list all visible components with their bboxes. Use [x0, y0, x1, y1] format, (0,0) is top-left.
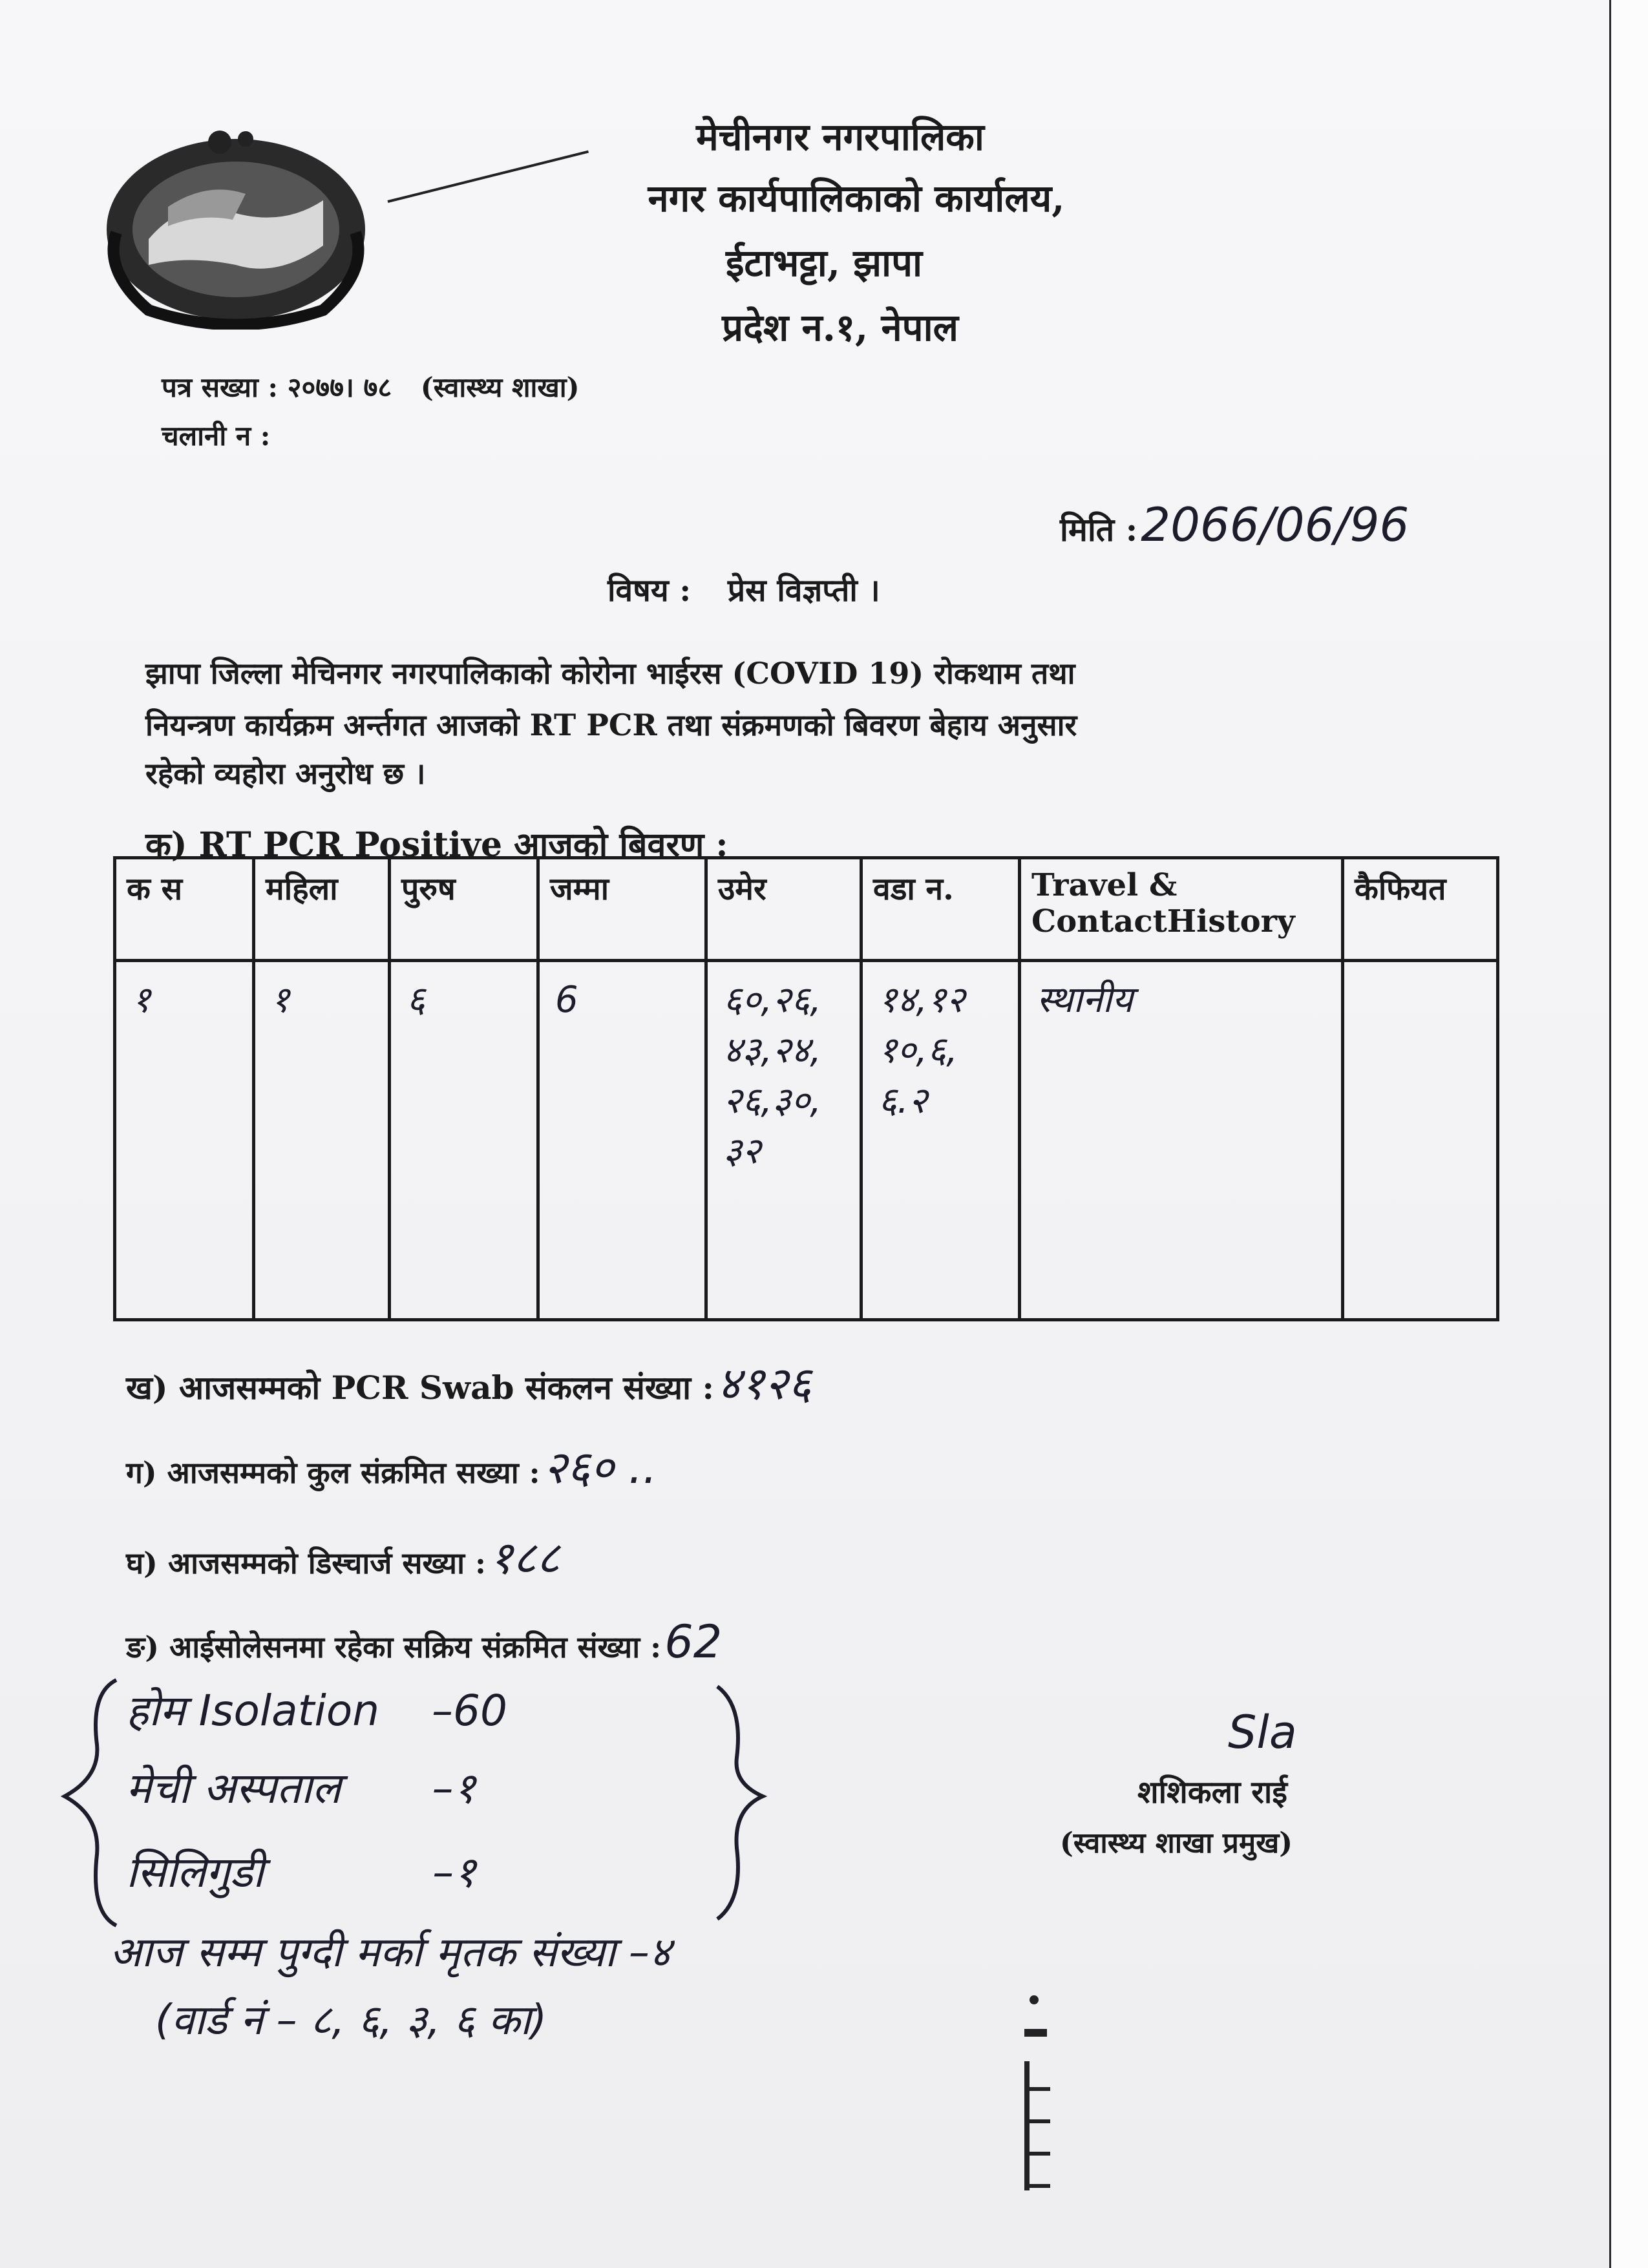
- col-header-serial: क स: [115, 858, 254, 961]
- patra-section: (स्वास्थ्य शाखा): [420, 372, 580, 403]
- signature-mark: Sla: [1228, 1706, 1297, 1759]
- stat-value: २६० ..: [543, 1441, 657, 1494]
- col-header-remarks: कैफियत: [1343, 858, 1498, 961]
- chalani-label: चलानी न :: [162, 420, 271, 452]
- death-note-line-2: (वार्ड नं – ८, ६, ३, ६ का): [155, 1997, 547, 2044]
- col-header-male: पुरुष: [390, 858, 538, 961]
- note-value: –१: [432, 1847, 476, 1897]
- cell-travel-contact: स्थानीय: [1020, 961, 1343, 1320]
- age-line: ३२: [723, 1130, 761, 1172]
- cell-serial: १: [115, 961, 254, 1320]
- stat-active-isolation: [126, 1615, 722, 1668]
- stat-value: 62: [664, 1615, 723, 1668]
- stat-swab-count: [126, 1350, 812, 1412]
- table-header-row: [115, 858, 1498, 961]
- patra-label: पत्र सख्या : २०७७। ७८: [162, 372, 392, 403]
- table-row: [115, 961, 1498, 1320]
- page-edge: [1609, 0, 1648, 2268]
- ward-line: १४,१२: [878, 979, 966, 1021]
- stat-label: ग) आजसम्मको कुल संक्रमित सख्या :: [126, 1455, 540, 1490]
- stat-label: घ) आजसम्मको डिस्चार्ज सख्या :: [126, 1546, 487, 1580]
- letterhead-line-1: मेचीनगर नगरपालिका: [696, 115, 984, 159]
- signatory-title: (स्वास्थ्य शाखा प्रमुख): [1060, 1827, 1293, 1860]
- ward-line: ६.२: [878, 1080, 928, 1122]
- date-line: [1060, 498, 1409, 552]
- date-label: मिति :: [1060, 510, 1138, 549]
- intro-line-1: झापा जिल्ला मेचिनगर नगरपालिकाको कोरोना भाईरस (COVID 19) रोकथाम तथा: [145, 656, 1075, 691]
- death-note-line-1: आज सम्म पुग्दी मर्का मृतक संख्या –४: [110, 1929, 671, 1977]
- col-header-total: जम्मा: [538, 858, 706, 961]
- cell-female: १: [254, 961, 390, 1320]
- stat-total-infected: [126, 1434, 657, 1496]
- intro-line-2: नियन्त्रण कार्यक्रम अर्न्तगत आजको RT PCR तथा संक्रमणको बिवरण बेहाय अनुसार: [145, 708, 1077, 742]
- ward-line: १०,६,: [878, 1029, 958, 1071]
- note-value: –60: [432, 1686, 507, 1736]
- note-value: –१: [432, 1763, 476, 1813]
- signatory-name: शशिकला राई: [1137, 1774, 1287, 1811]
- subject-label: विषय :: [607, 572, 692, 609]
- date-value: 2066/06/96: [1141, 498, 1410, 552]
- cell-wards: [861, 961, 1020, 1320]
- col-header-female: महिला: [254, 858, 390, 961]
- patra-number: [162, 368, 580, 405]
- subject-line: [607, 569, 880, 611]
- age-line: ४३,२४,: [723, 1029, 822, 1071]
- cell-remarks: [1343, 961, 1498, 1320]
- col-header-age: उमेर: [706, 858, 861, 961]
- section-k-heading: क) RT PCR Positive आजको बिवरण :: [145, 825, 728, 865]
- cell-total: 6: [538, 961, 706, 1320]
- stat-label: ख) आजसम्मको PCR Swab संकलन संख्या :: [126, 1369, 714, 1407]
- isolation-note-mechi-hospital: [126, 1758, 476, 1816]
- age-line: २६,३०,: [723, 1080, 822, 1122]
- intro-line-3: रहेको व्यहोरा अनुरोध छ ।: [145, 756, 426, 791]
- stat-value: १८८: [489, 1531, 560, 1584]
- government-emblem: [90, 116, 381, 330]
- cell-ages: [706, 961, 861, 1320]
- stat-value: ४१२६: [717, 1357, 812, 1410]
- col-header-travel-contact: Travel & ContactHistory: [1020, 858, 1343, 961]
- stat-discharged: [126, 1525, 560, 1587]
- letterhead-line-4: प्रदेश न.१, नेपाल: [722, 306, 958, 350]
- cell-male: ६: [390, 961, 538, 1320]
- note-label: होम Isolation: [126, 1686, 380, 1736]
- stat-label: ङ) आईसोलेसनमा रहेका सक्रिय संक्रमित संख्या :: [126, 1630, 662, 1664]
- note-label: सिलिगुडी: [126, 1847, 264, 1897]
- staple-marks: [1018, 1990, 1070, 2197]
- letterhead-line-2: नगर कार्यपालिकाको कार्यालय,: [648, 176, 1065, 220]
- col-header-ward: वडा न.: [861, 858, 1020, 961]
- letterhead-line-3: ईटाभट्टा, झापा: [725, 241, 923, 285]
- isolation-note-siliguri: [126, 1842, 476, 1900]
- age-line: ६०,२६,: [723, 979, 822, 1021]
- subject-value: प्रेस विज्ञप्ती ।: [727, 572, 880, 609]
- isolation-note-home: [126, 1680, 507, 1738]
- note-label: मेची अस्पताल: [126, 1763, 341, 1813]
- rt-pcr-positive-table: [113, 856, 1499, 1321]
